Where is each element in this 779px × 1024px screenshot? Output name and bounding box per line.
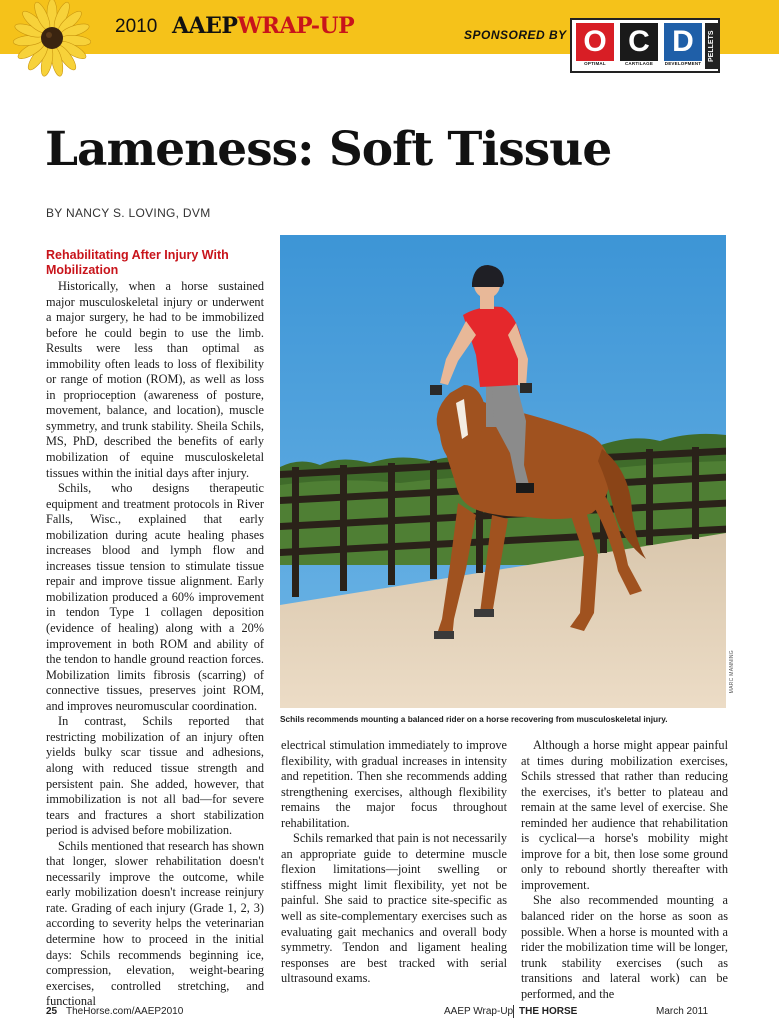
footer-section: AAEP Wrap-Up bbox=[444, 1006, 514, 1017]
photo-caption: Schils recommends mounting a balanced rider on a horse recovering from musculoskeletal injury. bbox=[280, 714, 668, 724]
column-1 bbox=[46, 248, 264, 1010]
col1-paragraph-2: Schils, who designs therapeutic equipment and treatment protocols in River Falls, Wisc., explained that early mobilization during acute healing phases increases blood and lymph flow and increases tissue tension to stimulate tissue repair and improve tissue alignment. Early mobilization produced a 60% improvement in tendon Type 1 collagen deposition (evidence of healing) along with a 20% improvement in both ROM and ability of the tendon to handle ground reaction forces. Mobilization limits fibrosis (scarring) of connective tissues, preserves joint ROM, and improves neuromuscular coordination. bbox=[46, 481, 264, 713]
col1-paragraph-3: In contrast, Schils reported that restricting mobilization of an injury often yields bulky scar tissue and adhesions, along with reduced tissue strength and persistent pain. She added, however, that immobilization is not all bad—for severe tears and fractures a short stabilization period is advised before mobilization. bbox=[46, 714, 264, 838]
header-brand bbox=[172, 13, 354, 39]
ocd-sub-optimal: OPTIMAL bbox=[584, 61, 606, 66]
brand-aaep: AAEP bbox=[172, 13, 238, 39]
col3-paragraph-1: Although a horse might appear painful at times during mobilization exercises, Schils stressed that rather than reducing the exercises, it's better to plateau and remain at the same level of exercise. She reminded her audience that rehabilitation is cyclical—a horse's mobility might improve for a bit, then lose some ground only to rebound shortly thereafter with improvement. bbox=[521, 738, 728, 892]
sunflower-logo bbox=[0, 0, 110, 82]
column-2 bbox=[281, 738, 507, 987]
footer-divider bbox=[513, 1005, 514, 1018]
section-subhead: Rehabilitating After Injury With Mobilization bbox=[46, 248, 229, 277]
article-byline: BY NANCY S. LOVING, DVM bbox=[46, 206, 211, 220]
photo-credit: MARC MANNING bbox=[729, 650, 735, 694]
page-number: 25 bbox=[46, 1006, 58, 1017]
footer-magazine: THE HORSE bbox=[519, 1006, 578, 1017]
ocd-letter-c: C bbox=[620, 23, 658, 61]
ocd-sub-development: DEVELOPMENT bbox=[664, 61, 702, 66]
col2-paragraph-1: electrical stimulation immediately to improve flexibility, with gradual increases in intensity and repetition. Then she recommends adding strengthening exercises, although flexibility remains the major focus throughout rehabilitation. bbox=[281, 738, 507, 830]
ocd-letter-d: D bbox=[664, 23, 702, 61]
sponsored-by-label: SPONSORED BY bbox=[464, 28, 567, 42]
page-footer bbox=[0, 1004, 779, 1024]
ocd-letter-o: O bbox=[576, 23, 614, 61]
col1-paragraph-1: Historically, when a horse sustained major musculoskeletal injury or underwent a major surgery, he had to be immobilized before he could begin to use the limb. Results were less than optimal as immobility often leads to loss of flexibility or range of motion (ROM), as well as loss in proprioception (awareness of posture, movement, balance, and location), muscle symmetry, and trunk stability. Sheila Schils, MS, PhD, described the benefits of early mobilization of equine musculoskeletal tissues within the initial days after injury. bbox=[46, 279, 264, 480]
brand-wrapup: WRAP-UP bbox=[237, 13, 355, 39]
col3-paragraph-2: She also recommended mounting a balanced rider on the horse as soon as possible. When a horse is mounted with a rider the mobilization time will be longer, trunk stability exercises (such as transitions and lateral work) can be performed, and the bbox=[521, 893, 728, 1001]
ocd-pellets-logo bbox=[570, 18, 720, 73]
horse-rider-photo bbox=[280, 235, 726, 708]
col1-paragraph-4: Schils mentioned that research has shown that longer, slower rehabilitation doesn't necessarily improve the outcome, while early mobilization doesn't increase reinjury rate. Grading of each injury (Grade 1, 2, 3) according to severity helps the veterinarian determine how to proceed in the initial days: Schils recommends beginning ice, compression, elevation, weight-bearing exercises, controlled stretching, and functional bbox=[46, 838, 264, 1009]
footer-url[interactable]: TheHorse.com/AAEP2010 bbox=[66, 1006, 184, 1017]
ocd-sub-cartilage: CARTILAGE bbox=[624, 61, 654, 66]
article-title: Lameness: Soft Tissue bbox=[45, 122, 612, 177]
ocd-pellets-text: PELLETS bbox=[705, 23, 718, 69]
col2-paragraph-2: Schils remarked that pain is not necessarily an appropriate guide to determine muscle flexion limitations—joint swelling or stiffness might limit flexibility, yet not be painful. She said to practice site-specific as well as site-complementary exercises such as evaluating gait mechanics and overall body symmetry. Tendon and ligament healing responses are best tracked with serial ultrasound exams. bbox=[281, 831, 507, 986]
footer-date: March 2011 bbox=[656, 1006, 709, 1017]
column-3 bbox=[521, 738, 728, 1002]
header-year: 2010 bbox=[115, 16, 158, 37]
